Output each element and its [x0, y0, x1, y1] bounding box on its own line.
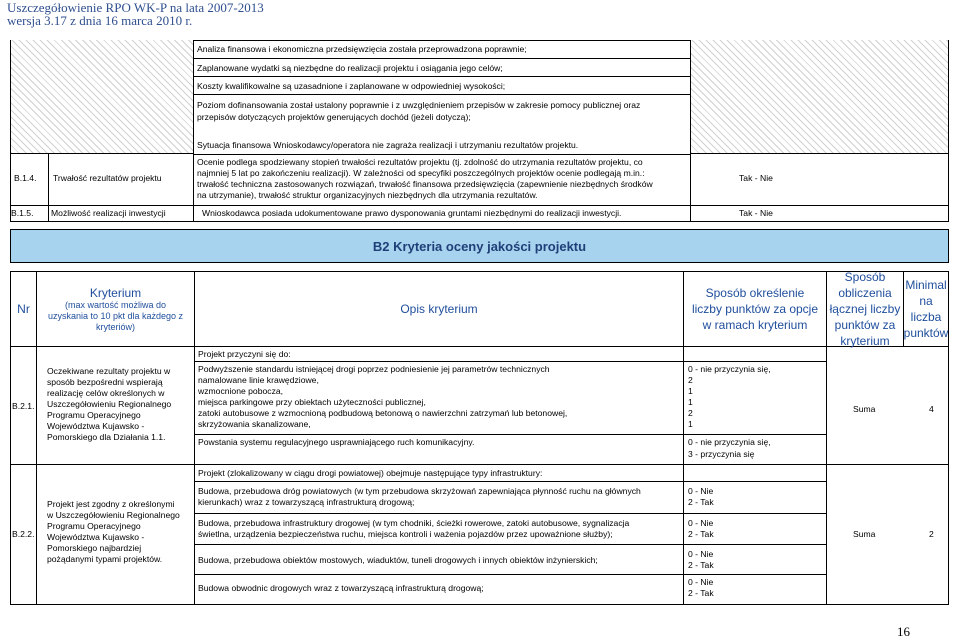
header-kryterium: Kryterium (max wartość możliwa do uzyskania to 10 pkt dla każdego z kryteriów)	[36, 271, 194, 347]
b14-nr-cell: B.1.4.	[10, 154, 48, 206]
b22-item-4: Budowa obwodnic drogowych wraz z towarzyszącą infrastrukturą drogową;	[194, 575, 683, 605]
b15-name-cell: Możliwość realizacji inwestycji	[48, 206, 193, 222]
document-title: Uszczegółowienie RPO WK-P na lata 2007-2013	[7, 0, 264, 15]
b21-intro-cell: Projekt przyczyni się do:	[194, 347, 683, 362]
b21-items-cell: Podwyższenie standardu istniejącej drogi poprzez podniesienie jej parametrów technicznych namalowane linie krawędziowe, wzmocnione pobocza, miejsca parkingowe przy obiektach użyteczności publicznej, zatoki autobusowe z wzmocnioną podbudową betonową o nawierzchni zatrzymań lub betonowej, skrzyżowania skanalizowane,	[194, 362, 683, 435]
b15-value-cell: Tak - Nie	[690, 206, 949, 222]
b22-suma-cell: Suma 2	[826, 465, 949, 605]
b22-nr-cell: B.2.2.	[10, 465, 36, 605]
b21-item-last-cell: Powstania systemu regulacyjnego usprawniającego ruch komunikacyjny.	[194, 435, 683, 465]
b1-line-1: Analiza finansowa i ekonomiczna przedsięwzięcia została przeprowadzona poprawnie;	[193, 40, 690, 59]
b15-desc-cell: Wnioskodawca posiada udokumentowane prawo dysponowania gruntami niezbędnymi do realizacji inwestycji.	[193, 206, 690, 222]
page-number: 16	[897, 624, 910, 639]
header-opis: Opis kryterium	[194, 271, 683, 347]
document-version: wersja 3.17 z dnia 16 marca 2010 r.	[7, 13, 193, 28]
b14-value-cell: Tak - Nie	[690, 134, 949, 206]
b22-points-2: 0 - Nie 2 - Tak	[683, 514, 826, 545]
b22-item-2: Budowa, przebudowa infrastruktury drogowej (w tym chodniki, ścieżki rowerowe, zatoki autobusowe, sygnalizacja świetlna, urządzenia bezpieczeństwa ruchu, miejsca kontroli i ważenia pojazdów przez upoważnione służby);	[194, 514, 683, 545]
b21-suma-cell: Suma 4	[826, 347, 949, 465]
b21-nr-cell: B.2.1.	[10, 347, 36, 465]
page-header	[0, 0, 960, 28]
b21-intro-points-cell	[683, 347, 826, 362]
header-minimal: Minimal na liczba punktów	[903, 271, 949, 347]
b15-nr-cell: B.1.5.	[10, 206, 48, 222]
b21-name-cell: Oczekiwane rezultaty projektu w sposób bezpośredni wspierają realizację celów określonych w Uszczegółowieniu Regionalnego Programu Operacyjnego Województwa Kujawsko - Pomorskiego dla Działania 1.1.	[36, 347, 194, 465]
header-obliczenia: Sposób obliczenia łącznej liczby punktów za kryterium	[826, 271, 903, 347]
section-title-b2: B2 Kryteria oceny jakości projektu	[10, 229, 949, 263]
b22-points-3: 0 - Nie 2 - Tak	[683, 545, 826, 575]
b21-points-last-cell: 0 - nie przyczynia się, 3 - przyczynia się	[683, 435, 826, 465]
b22-item-1: Budowa, przebudowa dróg powiatowych (w tym przebudowa skrzyżowań zapewniająca płynność ruchu na głównych kierunkach) wraz z towarzyszącą infrastrukturą drogową;	[194, 482, 683, 514]
b21-points-cell: 0 - nie przyczynia się, 2 1 1 2 1	[683, 362, 826, 435]
b1-line-2: Zaplanowane wydatki są niezbędne do realizacji projektu i osiągania jego celów;	[193, 59, 690, 77]
b22-intro-points-cell	[683, 465, 826, 482]
b22-points-4: 0 - Nie 2 - Tak	[683, 575, 826, 605]
b1-line-3: Koszty kwalifikowalne są uzasadnione i zaplanowane w odpowiedniej wysokości;	[193, 77, 690, 95]
b22-name-cell: Projekt jest zgodny z określonymi w Uszczegółowieniu Regionalnego Programu Operacyjnego Województwa Kujawsko - Pomorskiego najbardziej pożądanymi typami projektów.	[36, 465, 194, 605]
b1-hatched-left-top	[10, 40, 193, 154]
b22-points-1: 0 - Nie 2 - Tak	[683, 482, 826, 514]
header-sposob: Sposób określenie liczby punktów za opcje w ramach kryterium	[683, 271, 826, 347]
b22-item-3: Budowa, przebudowa obiektów mostowych, wiaduktów, tuneli drogowych i innych obiektów inżynierskich;	[194, 545, 683, 575]
b14-name-cell: Trwałość rezultatów projektu	[48, 154, 193, 206]
header-nr: Nr	[10, 271, 36, 347]
b22-intro-cell: Projekt (zlokalizowany w ciągu drogi powiatowej) obejmuje następujące typy infrastruktury:	[194, 465, 683, 482]
b14-desc-cell: Sytuacja finansowa Wnioskodawcy/operatora nie zagraża realizacji i utrzymaniu rezultatów projektu. Ocenie podlega spodziewany stopień trwałości rezultatów projektu (tj. zdolność do utrzymania rezultatów projektu, co najmniej 5 lat po zakończeniu realizacji). W zależności od specyfiki poszczególnych projektów ocenie podlegają m.in.: trwałość techniczna zastosowanych rozwiązań, trwałość finansowa przedsięwzięcia (zapewnienie niezbędnych środków na utrzymanie), trwałość struktur organizacyjnych niezbędnych dla utrzymania rezultatów.	[193, 154, 690, 206]
b1-line-4: Poziom dofinansowania został ustalony poprawnie i z uwzględnieniem przepisów w zakresie pomocy publicznej oraz przepisów dotyczących projektów generujących dochód (jeżeli dotyczą);	[193, 95, 690, 155]
